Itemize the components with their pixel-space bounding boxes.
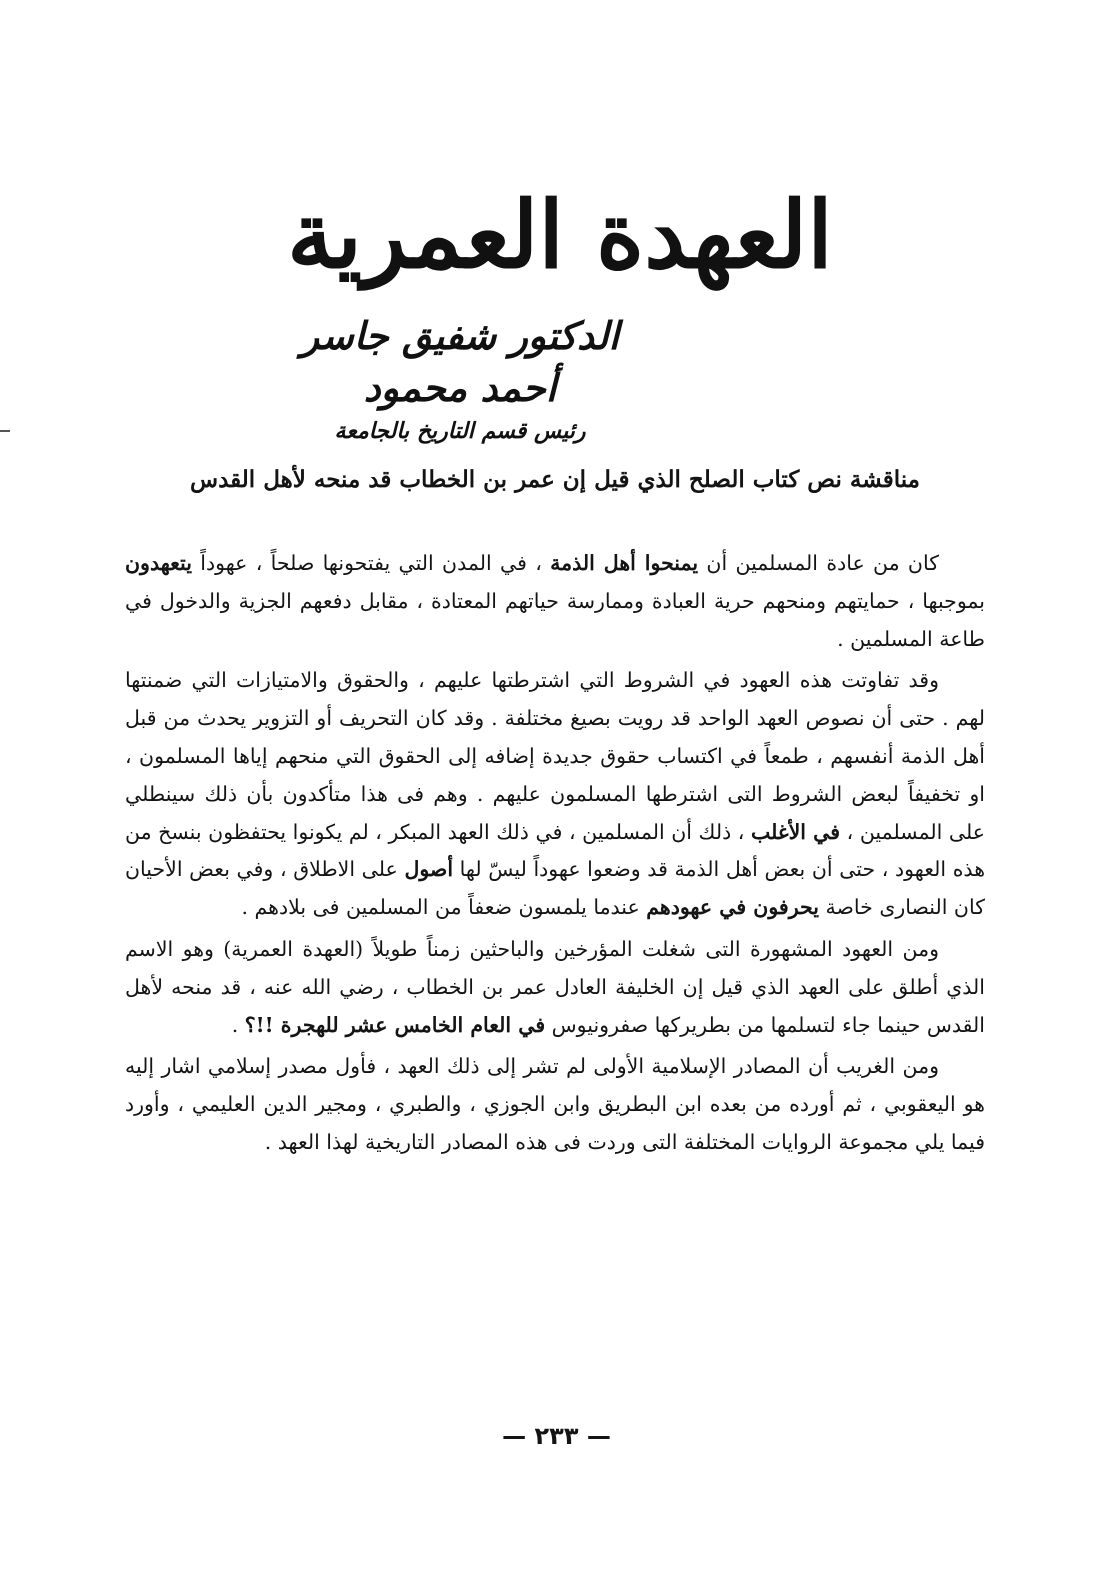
scan-edge-mark	[0, 430, 10, 432]
author-block	[280, 310, 640, 448]
section-subtitle: مناقشة نص كتاب الصلح الذي قيل إن عمر بن الخطاب قد منحه لأهل القدس	[190, 466, 920, 493]
paragraph-1	[125, 545, 985, 658]
paragraph-text: ومن العهود المشهورة التى شغلت المؤرخين والباحثين زمناً طويلاً (العهدة العمرية) وهو الاسم الذي أطلق على العهد الذي قيل إن الخليفة العادل عمر بن الخطاب ، رضي الله عنه ، قد منحه لأهل القدس حينما جاء لتسلمها من بطريركها صفرونيوس	[125, 936, 985, 1037]
book-title: العهدة العمرية	[287, 181, 833, 289]
body-text	[125, 545, 985, 1162]
paragraph-text: بموجبها ، حمايتهم ومنحهم حرية العبادة وممارسة حياتهم المعتادة ، مقابل دفعهم الجزية والدخول في طاعة المسلمين .	[125, 588, 985, 651]
paragraph-text: وقد تفاوتت هذه العهود في الشروط التي اشترطتها عليهم ، والحقوق والامتيازات التي ضمنتها لهم . حتى أن نصوص العهد الواحد قد رويت بصيغ مختلفة . وقد كان التحريف أو التزوير يحدث من قبل أهل الذمة أنفسهم ، طمعاً في اكتساب حقوق جديدة إضافه إلى الحقوق التي منحهم إياها المسلمون ، او تخفيفاً لبعض الشروط التى اشترطها المسلمون عليهم . وهم فى هذا متأكدون بأن ذلك سينطلي على المسلمين ،	[125, 668, 986, 844]
paragraph-3	[125, 931, 985, 1044]
paragraph-text: .	[231, 1012, 245, 1037]
bold-phrase: يتعهدون	[125, 551, 192, 575]
bold-phrase: أصول	[404, 857, 454, 882]
paragraph-text: على الاطلاق ، وفي بعض الأحيان كان النصارى خاصة	[125, 857, 985, 920]
page-header	[220, 160, 900, 444]
bold-phrase: في الأغلب	[750, 819, 841, 844]
paragraph-text: ، في المدن التي يفتحونها صلحاً ، عهوداً	[191, 551, 551, 575]
paragraph-4	[125, 1048, 985, 1161]
author-role: رئيس قسم التاريخ بالجامعة	[334, 418, 586, 444]
page-footer	[0, 1422, 1113, 1450]
page-number: — ٢٣٣ —	[502, 1422, 611, 1450]
paragraph-text: عندما يلمسون ضعفاً من المسلمين فى بلادهم .	[241, 895, 647, 920]
paragraph-2	[125, 662, 985, 927]
paragraph-text: كان من عادة المسلمين أن	[698, 551, 939, 575]
bold-phrase: يمنحوا أهل الذمة	[550, 551, 699, 575]
author-name: الدكتور شفيق جاسر أحمد محمود	[300, 313, 620, 410]
paragraph-text: ومن الغريب أن المصادر الإسلامية الأولى لم تشر إلى ذلك العهد ، فأول مصدر إسلامي اشار إليه هو اليعقوبي ، ثم أورده من بعده ابن البطريق وابن الجوزي ، والطبري ، ومجير الدين العليمي ، وأورد فيما يلي مجموعة الروايات المختلفة التى وردت فى هذه المصادر التاريخية لهذا العهد .	[125, 1054, 985, 1154]
bold-phrase: في العام الخامس عشر للهجرة !!؟	[244, 1012, 546, 1037]
bold-phrase: يحرفون في عهودهم	[646, 895, 819, 920]
paragraph-text: ، ذلك أن المسلمين ، في ذلك العهد المبكر ، لم يكونوا يحتفظون بنسخ من هذه العهود ، حتى أن بعض أهل الذمة قد وضعوا عهوداً ليسّ لها	[125, 819, 986, 882]
